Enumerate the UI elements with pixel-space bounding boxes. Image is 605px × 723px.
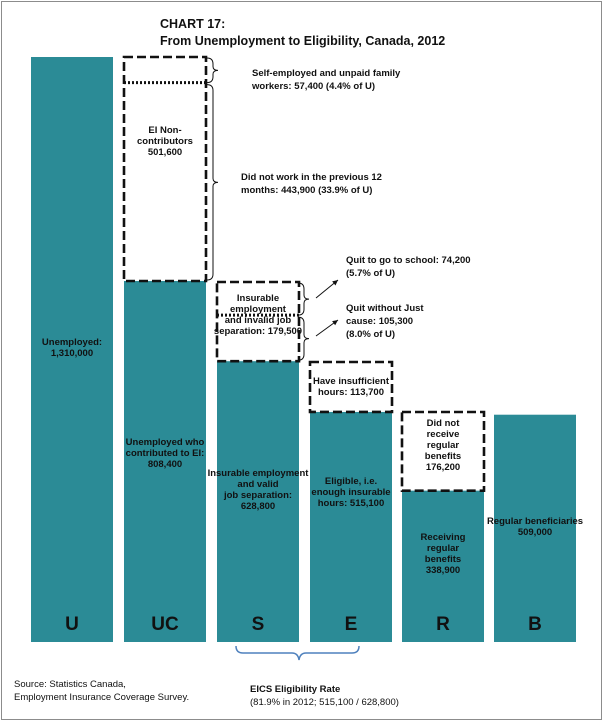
box-label-uc-line: 501,600 xyxy=(147,147,183,158)
eligibility-rate xyxy=(250,683,399,709)
bar-label-u-line: Unemployed: xyxy=(41,337,103,348)
bar-label-e-line: Eligible, i.e. xyxy=(324,476,378,487)
box-label-e-line: Have insufficient xyxy=(312,376,390,387)
box-label-s-line: Insurable xyxy=(236,293,280,304)
bar-label-uc-line: 808,400 xyxy=(147,459,183,470)
bar-letter-b: B xyxy=(528,614,542,635)
box-label-s-line: separation: 179,500 xyxy=(213,326,303,337)
bar-label-r-line: benefits xyxy=(424,554,462,565)
bar-label-r-line: 338,900 xyxy=(425,565,461,576)
eligibility-brace xyxy=(236,646,359,660)
bar-label-uc-line: contributed to EI: xyxy=(125,448,205,459)
bar-letter-u: U xyxy=(65,614,79,635)
chart-title-line1: CHART 17: xyxy=(160,17,226,31)
annotation-quit-school-line: (5.7% of U) xyxy=(346,268,396,279)
bar-label-s-line: 628,800 xyxy=(240,501,276,512)
box-label-s-line: and invalid job xyxy=(224,315,292,326)
bar-e xyxy=(310,412,392,642)
bar-label-e-line: enough insurable xyxy=(311,487,391,498)
annotation-quit-school-line: Quit to go to school: 74,200 xyxy=(346,255,471,266)
bar-label-uc-line: Unemployed who xyxy=(125,437,205,448)
source-line2: Employment Insurance Coverage Survey. xyxy=(14,692,190,703)
box-label-r-line: 176,200 xyxy=(425,462,461,473)
brace-self-employed xyxy=(207,58,218,83)
annotation-did-not-work-line: months: 443,900 (33.9% of U) xyxy=(241,185,373,196)
arrow-quit-without-cause-head xyxy=(332,320,338,325)
box-label-e-line: hours: 113,700 xyxy=(317,387,385,398)
box-label-r-line: receive xyxy=(426,429,460,440)
bar-label-s-line: Insurable employment xyxy=(207,468,309,479)
box-label-uc-line: EI Non- xyxy=(148,125,182,136)
bar-letter-s: S xyxy=(251,614,265,635)
bar-label-u-line: 1,310,000 xyxy=(50,348,94,359)
annotation-self-employed-line: workers: 57,400 (4.4% of U) xyxy=(252,81,376,92)
box-label-r-line: Did not xyxy=(426,418,460,429)
annotation-quit-without-cause-line: (8.0% of U) xyxy=(346,329,396,340)
bar-letter-uc: UC xyxy=(151,614,179,635)
box-label-r-line: benefits xyxy=(424,451,462,462)
dashed-box-uc xyxy=(124,57,206,281)
bar-label-s-line: job separation: xyxy=(223,490,293,501)
bar-label-s-line: and valid xyxy=(237,479,279,490)
bar-letter-r: R xyxy=(436,614,450,635)
brace-did-not-work xyxy=(207,85,218,280)
box-label-r-line: regular xyxy=(426,440,460,451)
bar-label-b-line: Regular beneficiaries xyxy=(486,516,584,527)
bar-label-b-line: 509,000 xyxy=(517,527,553,538)
chart-title-line2: From Unemployment to Eligibility, Canada, 2012 xyxy=(160,34,446,48)
bar-label-r-line: Receiving xyxy=(420,532,466,543)
annotation-did-not-work-line: Did not work in the previous 12 xyxy=(241,172,382,183)
bar-label-e-line: hours: 515,100 xyxy=(317,498,385,509)
annotation-quit-without-cause-line: cause: 105,300 xyxy=(346,316,414,327)
box-label-uc-line: contributors xyxy=(137,136,193,147)
annotation-quit-without-cause-line: Quit without Just xyxy=(346,303,424,314)
box-label-s-line: employment xyxy=(230,304,286,315)
source-line1: Source: Statistics Canada, xyxy=(14,679,126,690)
annotation-self-employed-line: Self-employed and unpaid family xyxy=(252,68,401,79)
eligibility-rate-title: EICS Eligibility Rate xyxy=(250,684,341,695)
eligibility-rate-detail: (81.9% in 2012; 515,100 / 628,800) xyxy=(250,697,399,708)
bar-letter-e: E xyxy=(344,614,358,635)
bar-label-r-line: regular xyxy=(426,543,460,554)
source-note xyxy=(14,678,189,704)
